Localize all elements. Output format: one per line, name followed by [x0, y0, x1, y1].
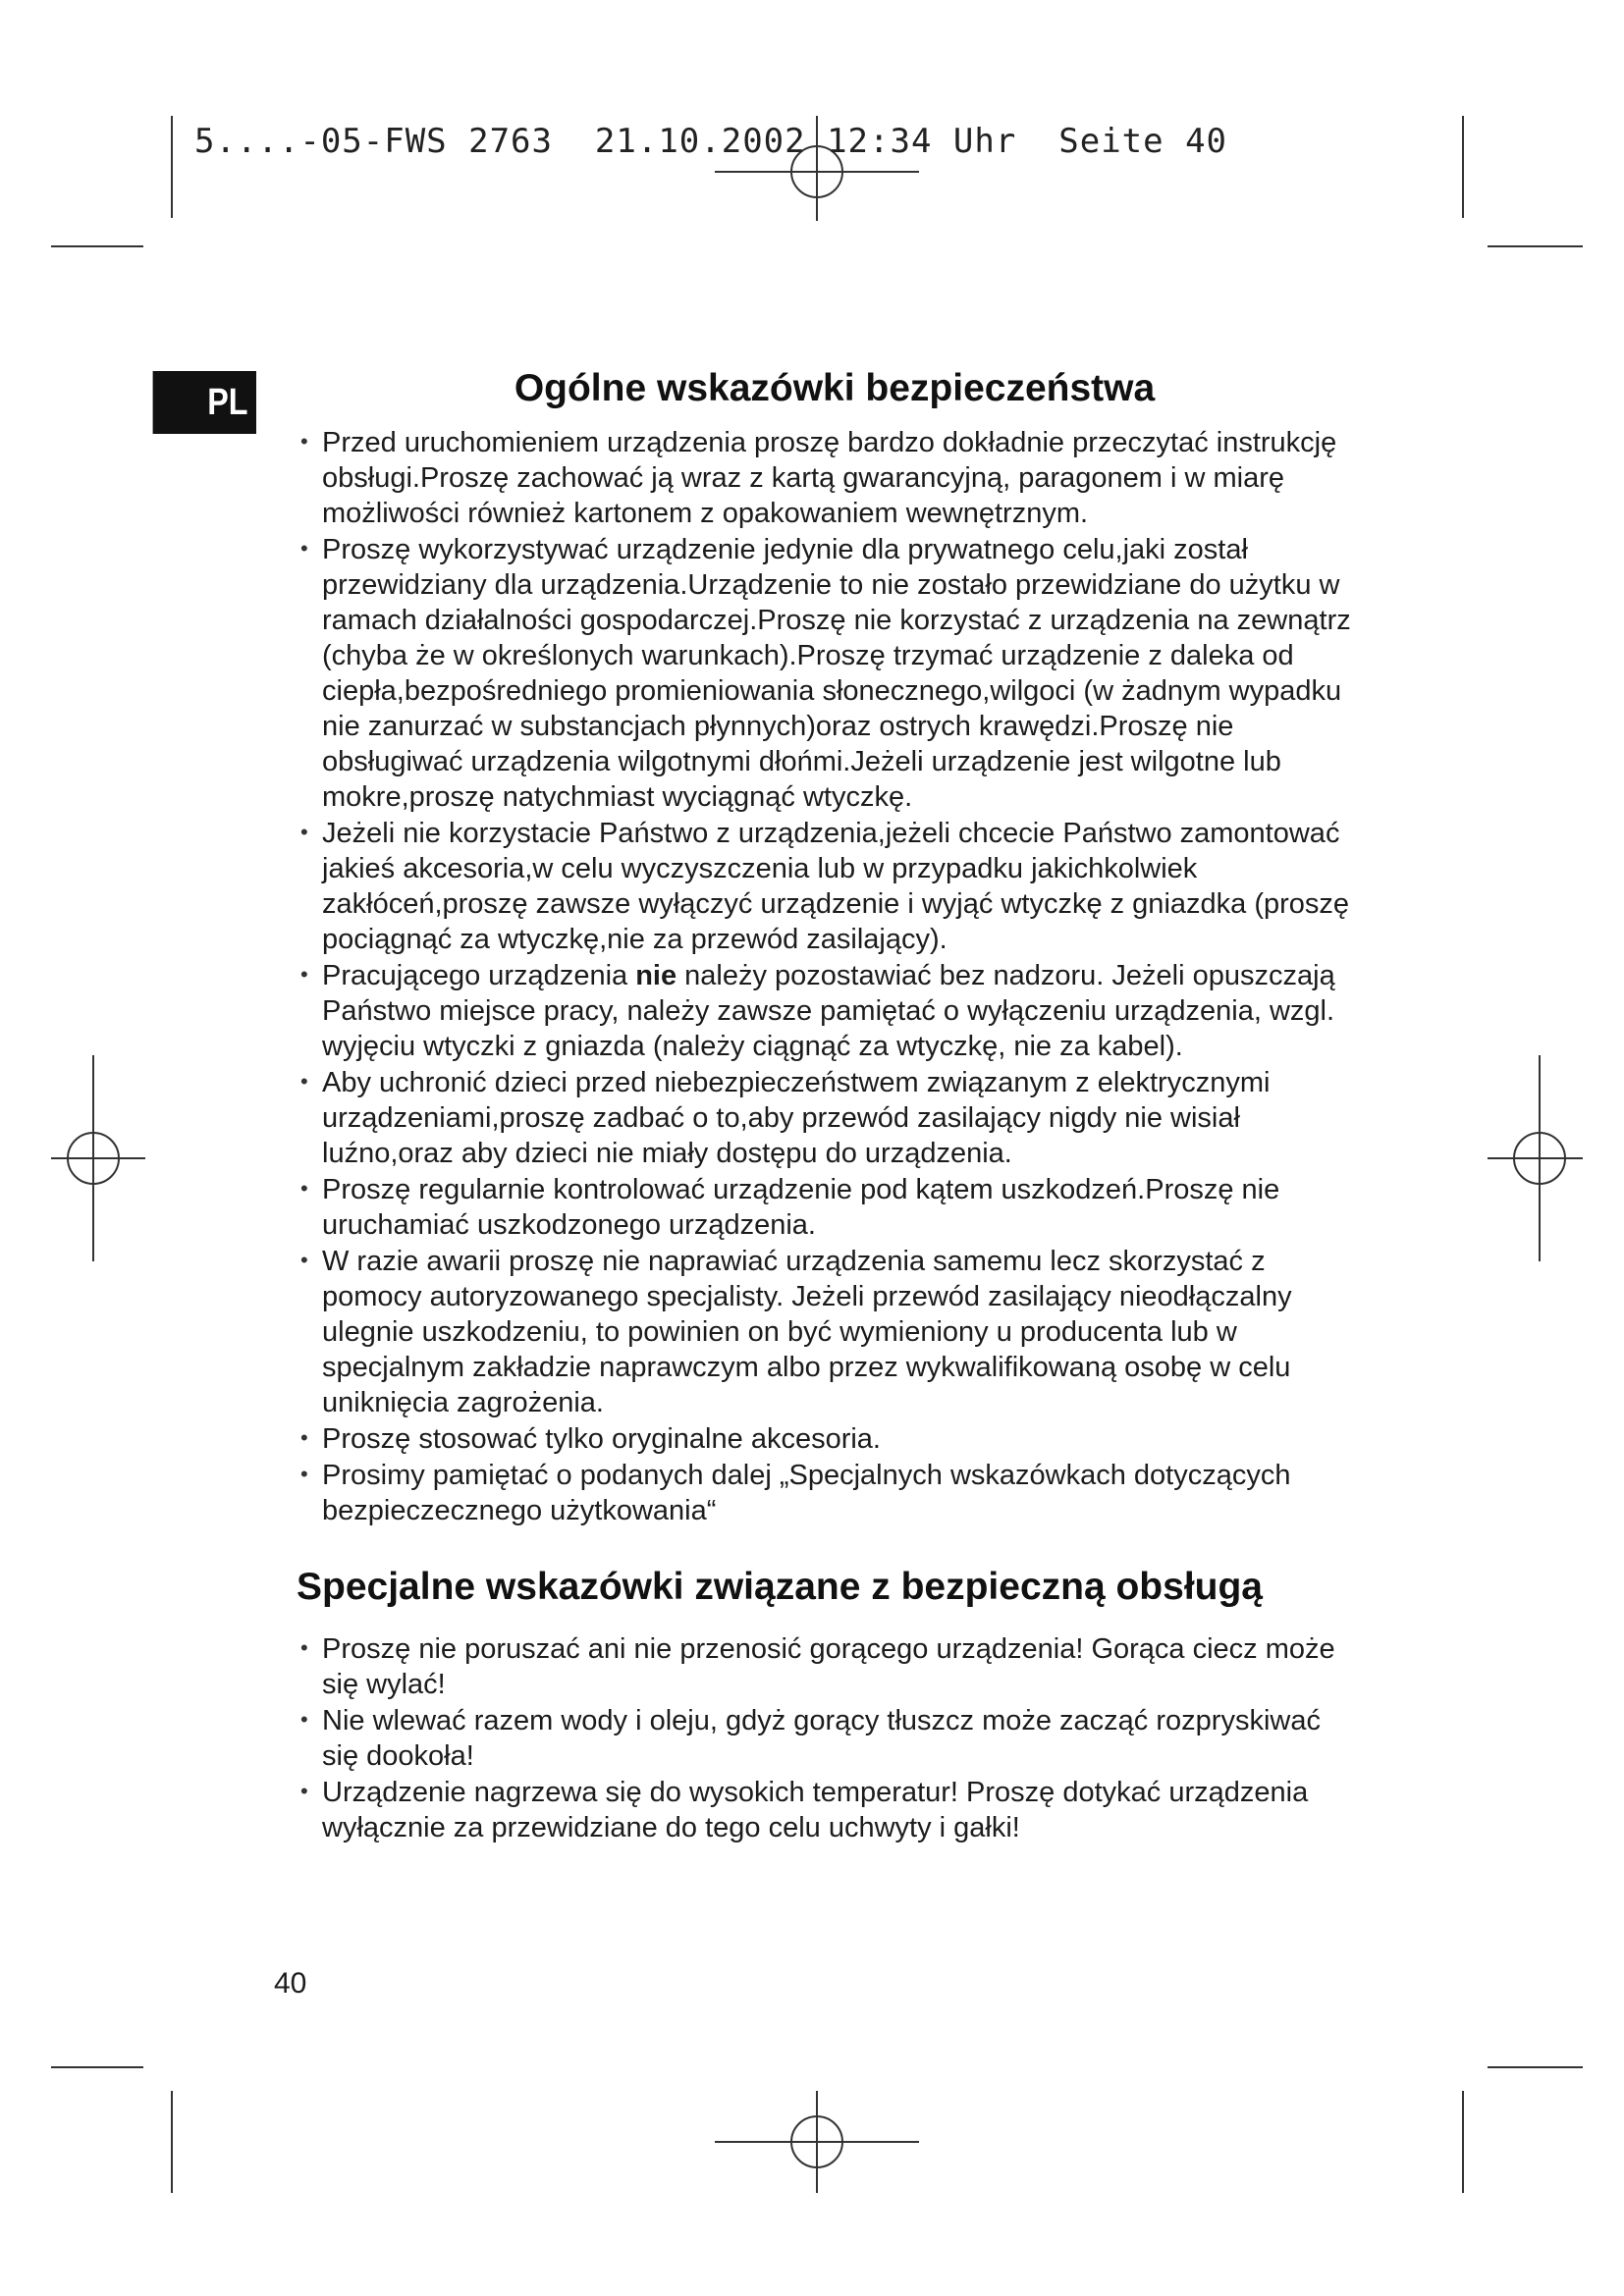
list-item: • Nie wlewać razem wody i oleju, gdyż gorący tłuszcz może zacząć rozpryskiwać się dookoła!: [265, 1702, 1365, 1774]
list-item: • Proszę regularnie kontrolować urządzenie pod kątem uszkodzeń.Proszę nie uruchamiać uszkodzonego urządzenia.: [265, 1171, 1365, 1243]
language-tab: [153, 371, 256, 434]
special-safety-list: [265, 1630, 1365, 1845]
list-item: [265, 957, 1365, 1064]
print-slug-header: 5....-05-FWS 2763 21.10.2002 12:34 Uhr Seite 40: [194, 122, 1228, 161]
list-item: • Proszę wykorzystywać urządzenie jedynie dla prywatnego celu,jaki został przewidziany dla urządzenia.Urządzenie to nie zostało przewidziane do użytku w ramach działalności gospodarczej.Proszę nie korzystać z urządzenia na zewnątrz (chyba że w określonych warunkach).Proszę trzymać urządzenie z daleka od ciepła,bezpośredniego promieniowania słonecznego,wilgoci (w żadnym wypadku nie zanurzać w substancjach płynnych)oraz ostrych krawędzi.Proszę nie obsługiwać urządzenia wilgotnymi dłońmi.Jeżeli urządzenie jest wilgotne lub mokre,proszę natychmiast wyciągnąć wtyczkę.: [265, 531, 1365, 815]
list-item: • Jeżeli nie korzystacie Państwo z urządzenia,jeżeli chcecie Państwo zamontować jakieś akcesoria,w celu wyczyszczenia lub w przypadku jakichkolwiek zakłóceń,proszę zawsze wyłączyć urządzenie i wyjąć wtyczkę z gniazdka (proszę pociągnąć za wtyczkę,nie za przewód zasilający).: [265, 815, 1365, 957]
registration-mark-bottom: [715, 2091, 919, 2193]
registration-mark-left: [51, 1055, 145, 1261]
page-number: 40: [274, 1967, 307, 2000]
page-content: [265, 353, 1365, 1845]
list-item: • W razie awarii proszę nie naprawiać urządzenia samemu lecz skorzystać z pomocy autoryzowanego specjalisty. Jeżeli przewód zasilający nieodłączalny ulegnie uszkodzeniu, to powinien on być wymieniony u producenta lub w specjalnym zakładzie naprawczym albo przez wykwalifikowaną osobę w celu uniknięcia zagrożenia.: [265, 1243, 1365, 1420]
list-item: • Proszę nie poruszać ani nie przenosić gorącego urządzenia! Gorąca ciecz może się wylać!: [265, 1630, 1365, 1702]
list-item: • Przed uruchomieniem urządzenia proszę bardzo dokładnie przeczytać instrukcję obsługi.Proszę zachować ją wraz z kartą gwarancyjną, paragonem i w miarę możliwości również kartonem z opakowaniem wewnętrznym.: [265, 424, 1365, 531]
general-safety-list: [265, 424, 1365, 1528]
section-title-special-safety: Specjalne wskazówki związane z bezpieczną obsługą: [297, 1566, 1263, 1608]
list-item: • Urządzenie nagrzewa się do wysokich temperatur! Proszę dotykać urządzenia wyłącznie za przewidziane do tego celu uchwyty i gałki!: [265, 1774, 1365, 1845]
section-title-general-safety: Ogólne wskazówki bezpieczeństwa: [514, 367, 1156, 409]
registration-mark-right: [1488, 1055, 1583, 1261]
list-item-text: należy pozostawiać bez nadzoru. Jeżeli opuszczają Państwo miejsce pracy, należy zawsze pamiętać o wyłączeniu urządzenia, wzgl. wyjęciu wtyczki z gniazda (należy ciągnąć za wtyczkę, nie za kabel).: [322, 960, 1335, 1062]
language-code: PL: [207, 381, 248, 423]
list-item-text: Pracującego urządzenia: [322, 960, 636, 991]
list-item: • Prosimy pamiętać o podanych dalej „Specjalnych wskazówkach dotyczących bezpieczecznego użytkowania“: [265, 1457, 1365, 1528]
list-item: • Proszę stosować tylko oryginalne akcesoria.: [265, 1420, 1365, 1457]
list-item: • Aby uchronić dzieci przed niebezpieczeństwem związanym z elektrycznymi urządzeniami,proszę zadbać o to,aby przewód zasilający nigdy nie wisiał luźno,oraz aby dzieci nie miały dostępu do urządzenia.: [265, 1064, 1365, 1171]
list-item-emphasis: nie: [635, 960, 677, 991]
